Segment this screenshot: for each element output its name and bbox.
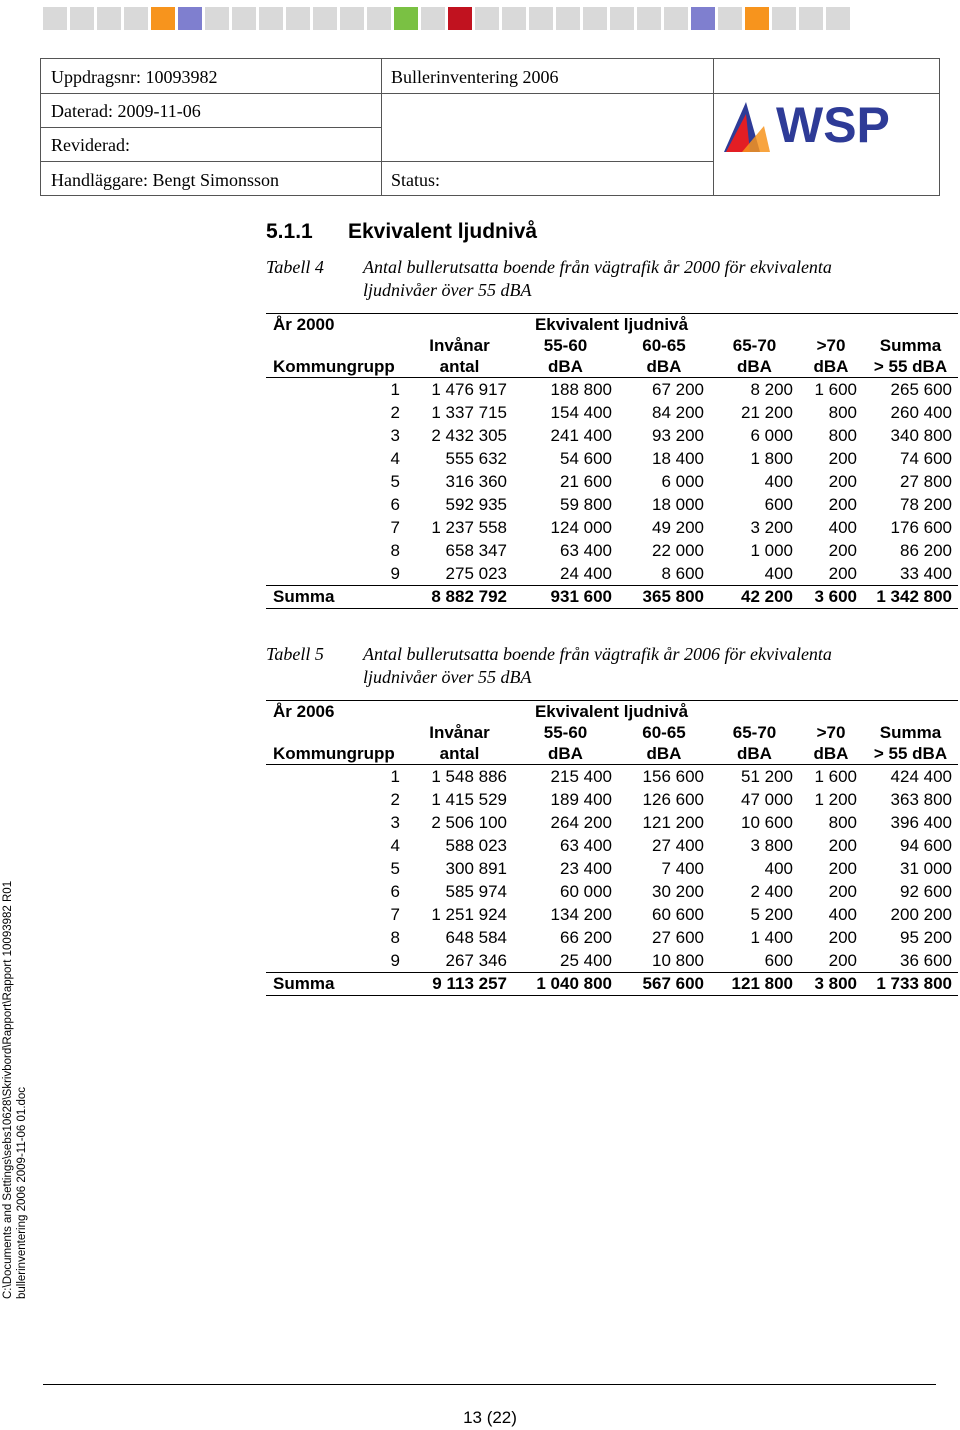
table-cell: 3 bbox=[390, 425, 400, 445]
group-header: Ekvivalent ljudnivå bbox=[513, 314, 710, 336]
table-year: År 2000 bbox=[266, 314, 406, 336]
table-row bbox=[266, 447, 958, 470]
table-cell: 4 bbox=[390, 448, 400, 468]
date-field: Daterad: 2009-11-06 bbox=[51, 101, 201, 121]
table-cell: 1 476 917 bbox=[431, 379, 507, 399]
column-header: dBA bbox=[618, 356, 710, 378]
table-cell: 134 200 bbox=[550, 904, 612, 924]
table-cell: 265 600 bbox=[890, 379, 952, 399]
table-cell: 84 200 bbox=[652, 402, 704, 422]
table-cell: 23 400 bbox=[560, 858, 612, 878]
table-cell: 27 800 bbox=[900, 471, 952, 491]
total-cell: 1 733 800 bbox=[863, 973, 958, 996]
table-cell: 396 400 bbox=[890, 812, 952, 832]
table-cell: 63 400 bbox=[560, 540, 612, 560]
table-cell: 8 bbox=[390, 927, 400, 947]
table-cell: 1 415 529 bbox=[431, 789, 507, 809]
total-cell: 3 800 bbox=[799, 973, 863, 996]
table-cell: 9 bbox=[390, 563, 400, 583]
strip-block bbox=[286, 7, 310, 30]
table-row bbox=[266, 765, 958, 789]
table-cell: 3 200 bbox=[750, 517, 793, 537]
header-cell bbox=[863, 314, 958, 336]
table-cell: 585 974 bbox=[445, 881, 507, 901]
table-cell: 54 600 bbox=[560, 448, 612, 468]
header-cell bbox=[266, 722, 406, 743]
table-cell: 264 200 bbox=[550, 812, 612, 832]
wsp-logo bbox=[720, 96, 910, 156]
table-cell: 22 000 bbox=[652, 540, 704, 560]
table-cell: 60 000 bbox=[560, 881, 612, 901]
color-strip bbox=[43, 7, 850, 30]
table-label: Tabell 5 bbox=[266, 644, 324, 664]
header-cell bbox=[710, 701, 799, 723]
assignment-number: Uppdragsnr: 10093982 bbox=[51, 67, 218, 87]
table-cell: 340 800 bbox=[890, 425, 952, 445]
table-label: Tabell 4 bbox=[266, 257, 324, 277]
column-header: Summa bbox=[879, 722, 942, 742]
table-cell: 300 891 bbox=[445, 858, 507, 878]
table-cell: 800 bbox=[828, 402, 857, 422]
column-header: dBA bbox=[513, 356, 618, 378]
column-header: >70 bbox=[816, 722, 846, 742]
noise-table-2000 bbox=[266, 313, 958, 609]
status-field: Status: bbox=[391, 170, 441, 190]
header-cell bbox=[863, 701, 958, 723]
table-cell: 59 800 bbox=[560, 494, 612, 514]
header-cell bbox=[799, 701, 863, 723]
table-cell: 1 200 bbox=[814, 789, 857, 809]
column-header: antal bbox=[406, 356, 513, 378]
table-cell: 1 bbox=[390, 379, 400, 399]
total-cell: 3 600 bbox=[799, 586, 863, 609]
table-cell: 1 600 bbox=[814, 766, 857, 786]
column-header: dBA bbox=[799, 356, 863, 378]
table-cell: 241 400 bbox=[550, 425, 612, 445]
table-cell: 47 000 bbox=[741, 789, 793, 809]
file-path-line: bullerinventering 2006 2009-11-06 01.doc bbox=[16, 1086, 28, 1299]
table-row bbox=[266, 424, 958, 447]
table-cell: 6 bbox=[390, 494, 400, 514]
total-cell: 9 113 257 bbox=[406, 973, 513, 996]
table-cell: 189 400 bbox=[550, 789, 612, 809]
table-cell: 21 600 bbox=[560, 471, 612, 491]
table-cell: 1 600 bbox=[814, 379, 857, 399]
table-row bbox=[266, 811, 958, 834]
table-cell: 5 bbox=[390, 858, 400, 878]
strip-block bbox=[583, 7, 607, 30]
total-cell: Summa bbox=[266, 586, 406, 609]
total-cell: Summa bbox=[266, 973, 406, 996]
table-cell: 7 bbox=[390, 904, 400, 924]
strip-block bbox=[637, 7, 661, 30]
table-cell: 1 000 bbox=[750, 540, 793, 560]
page-number: 13 (22) bbox=[463, 1408, 517, 1427]
column-header: dBA bbox=[618, 743, 710, 765]
table-cell: 8 200 bbox=[750, 379, 793, 399]
strip-block bbox=[610, 7, 634, 30]
table-cell: 200 bbox=[828, 858, 857, 878]
table-row bbox=[266, 926, 958, 949]
column-header: dBA bbox=[710, 743, 799, 765]
strip-block bbox=[799, 7, 823, 30]
logo-wordmark: WSP bbox=[776, 97, 890, 153]
table-row bbox=[266, 949, 958, 973]
table-cell: 3 800 bbox=[750, 835, 793, 855]
total-cell: 567 600 bbox=[618, 973, 710, 996]
table-cell: 156 600 bbox=[642, 766, 704, 786]
table-cell: 49 200 bbox=[652, 517, 704, 537]
table-cell: 200 bbox=[828, 881, 857, 901]
table-row bbox=[266, 493, 958, 516]
table-year: År 2006 bbox=[266, 701, 406, 723]
strip-block bbox=[232, 7, 256, 30]
table-cell: 10 800 bbox=[652, 950, 704, 970]
table-cell: 588 023 bbox=[445, 835, 507, 855]
table-cell: 3 bbox=[390, 812, 400, 832]
table-cell: 400 bbox=[764, 471, 793, 491]
strip-block bbox=[448, 7, 472, 30]
table-cell: 2 432 305 bbox=[431, 425, 507, 445]
table-cell: 6 bbox=[390, 881, 400, 901]
table-cell: 600 bbox=[764, 494, 793, 514]
column-header: dBA bbox=[710, 356, 799, 378]
table-cell: 275 023 bbox=[445, 563, 507, 583]
column-header: 55-60 bbox=[543, 722, 588, 742]
column-header: Summa bbox=[879, 335, 942, 355]
table-cell: 592 935 bbox=[445, 494, 507, 514]
table-cell: 400 bbox=[764, 858, 793, 878]
column-header: dBA bbox=[513, 743, 618, 765]
table-cell: 5 200 bbox=[750, 904, 793, 924]
column-header: Kommungrupp bbox=[266, 743, 406, 765]
column-header: >70 bbox=[816, 335, 846, 355]
strip-block bbox=[340, 7, 364, 30]
report-title: Bullerinventering 2006 bbox=[391, 67, 559, 87]
table-cell: 25 400 bbox=[560, 950, 612, 970]
strip-block bbox=[151, 7, 175, 30]
table-cell: 27 600 bbox=[652, 927, 704, 947]
column-header: dBA bbox=[799, 743, 863, 765]
strip-block bbox=[97, 7, 121, 30]
strip-block bbox=[475, 7, 499, 30]
table-cell: 24 400 bbox=[560, 563, 612, 583]
table-cell: 1 400 bbox=[750, 927, 793, 947]
strip-block bbox=[826, 7, 850, 30]
table-cell: 121 200 bbox=[642, 812, 704, 832]
header-cell bbox=[799, 314, 863, 336]
table-cell: 92 600 bbox=[900, 881, 952, 901]
table-cell: 316 360 bbox=[445, 471, 507, 491]
table-cell: 9 bbox=[390, 950, 400, 970]
total-cell: 1 040 800 bbox=[513, 973, 618, 996]
total-cell: 121 800 bbox=[710, 973, 799, 996]
table-cell: 18 000 bbox=[652, 494, 704, 514]
table-row bbox=[266, 539, 958, 562]
strip-block bbox=[421, 7, 445, 30]
table-cell: 1 800 bbox=[750, 448, 793, 468]
table-cell: 18 400 bbox=[652, 448, 704, 468]
total-cell: 42 200 bbox=[710, 586, 799, 609]
table-cell: 1 bbox=[390, 766, 400, 786]
handler-field: Handläggare: Bengt Simonsson bbox=[51, 170, 279, 190]
column-header: 65-70 bbox=[732, 335, 777, 355]
table-cell: 21 200 bbox=[741, 402, 793, 422]
table-cell: 95 200 bbox=[900, 927, 952, 947]
table-cell: 176 600 bbox=[890, 517, 952, 537]
table-cell: 363 800 bbox=[890, 789, 952, 809]
table-cell: 2 506 100 bbox=[431, 812, 507, 832]
strip-block bbox=[664, 7, 688, 30]
table-cell: 400 bbox=[764, 563, 793, 583]
table-row bbox=[266, 401, 958, 424]
column-header: Kommungrupp bbox=[266, 356, 406, 378]
strip-block bbox=[502, 7, 526, 30]
header-cell bbox=[710, 314, 799, 336]
table-row bbox=[266, 903, 958, 926]
wsp-logo-icon bbox=[720, 96, 910, 156]
table-caption-text: Antal bullerutsatta boende från vägtrafik år 2006 för ekvivalenta ljudnivåer över 55 dBA bbox=[363, 644, 832, 687]
table-cell: 1 237 558 bbox=[431, 517, 507, 537]
strip-block bbox=[691, 7, 715, 30]
table-cell: 1 337 715 bbox=[431, 402, 507, 422]
table-row bbox=[266, 834, 958, 857]
table-cell: 200 bbox=[828, 563, 857, 583]
table-cell: 2 400 bbox=[750, 881, 793, 901]
noise-table-2006 bbox=[266, 700, 958, 996]
header-cell bbox=[266, 335, 406, 356]
header-cell bbox=[406, 314, 513, 336]
strip-block bbox=[529, 7, 553, 30]
table-cell: 555 632 bbox=[445, 448, 507, 468]
table-row bbox=[266, 880, 958, 903]
table-cell: 800 bbox=[828, 425, 857, 445]
table-cell: 51 200 bbox=[741, 766, 793, 786]
table-cell: 8 bbox=[390, 540, 400, 560]
table-cell: 658 347 bbox=[445, 540, 507, 560]
table-cell: 6 000 bbox=[661, 471, 704, 491]
table-row bbox=[266, 562, 958, 586]
table-cell: 33 400 bbox=[900, 563, 952, 583]
table-cell: 124 000 bbox=[550, 517, 612, 537]
group-header: Ekvivalent ljudnivå bbox=[513, 701, 710, 723]
table-cell: 94 600 bbox=[900, 835, 952, 855]
table-cell: 200 bbox=[828, 950, 857, 970]
table-cell: 60 600 bbox=[652, 904, 704, 924]
table-cell: 800 bbox=[828, 812, 857, 832]
table-caption-text: Antal bullerutsatta boende från vägtrafik år 2000 för ekvivalenta ljudnivåer över 55 dBA bbox=[363, 257, 832, 300]
table-cell: 66 200 bbox=[560, 927, 612, 947]
table-cell: 600 bbox=[764, 950, 793, 970]
table-row bbox=[266, 857, 958, 880]
strip-block bbox=[745, 7, 769, 30]
table-cell: 215 400 bbox=[550, 766, 612, 786]
column-header: > 55 dBA bbox=[863, 743, 958, 765]
table-cell: 400 bbox=[828, 517, 857, 537]
total-cell: 1 342 800 bbox=[863, 586, 958, 609]
table-cell: 424 400 bbox=[890, 766, 952, 786]
table-cell: 7 bbox=[390, 517, 400, 537]
table-cell: 67 200 bbox=[652, 379, 704, 399]
table-cell: 200 bbox=[828, 835, 857, 855]
column-header: > 55 dBA bbox=[863, 356, 958, 378]
table-row bbox=[266, 516, 958, 539]
table-cell: 1 251 924 bbox=[431, 904, 507, 924]
total-row bbox=[266, 586, 958, 609]
strip-block bbox=[43, 7, 67, 30]
strip-block bbox=[205, 7, 229, 30]
table-cell: 4 bbox=[390, 835, 400, 855]
table-cell: 86 200 bbox=[900, 540, 952, 560]
table-row bbox=[266, 470, 958, 493]
table-cell: 267 346 bbox=[445, 950, 507, 970]
table-cell: 200 200 bbox=[890, 904, 952, 924]
table-cell: 74 600 bbox=[900, 448, 952, 468]
column-header: antal bbox=[406, 743, 513, 765]
revised-field: Reviderad: bbox=[51, 135, 130, 155]
strip-block bbox=[772, 7, 796, 30]
column-header: 55-60 bbox=[543, 335, 588, 355]
table-cell: 27 400 bbox=[652, 835, 704, 855]
table-cell: 6 000 bbox=[750, 425, 793, 445]
table-cell: 200 bbox=[828, 471, 857, 491]
strip-block bbox=[394, 7, 418, 30]
table-row bbox=[266, 378, 958, 402]
table-cell: 260 400 bbox=[890, 402, 952, 422]
table-cell: 400 bbox=[828, 904, 857, 924]
section-title: Ekvivalent ljudnivå bbox=[348, 220, 538, 243]
table-cell: 154 400 bbox=[550, 402, 612, 422]
table-cell: 30 200 bbox=[652, 881, 704, 901]
section-number: 5.1.1 bbox=[266, 220, 313, 243]
table-cell: 8 600 bbox=[661, 563, 704, 583]
strip-block bbox=[313, 7, 337, 30]
table-cell: 648 584 bbox=[445, 927, 507, 947]
table-cell: 200 bbox=[828, 540, 857, 560]
column-header: Invånar bbox=[429, 722, 490, 742]
file-path-line: C:\Documents and Settings\sebs10628\Skrivbord\Rapport\Rapport 10093982 R01 bbox=[2, 880, 14, 1299]
column-header: 65-70 bbox=[732, 722, 777, 742]
table-cell: 5 bbox=[390, 471, 400, 491]
strip-block bbox=[178, 7, 202, 30]
table-row bbox=[266, 788, 958, 811]
table-cell: 31 000 bbox=[900, 858, 952, 878]
table-cell: 126 600 bbox=[642, 789, 704, 809]
table-cell: 63 400 bbox=[560, 835, 612, 855]
total-cell: 8 882 792 bbox=[406, 586, 513, 609]
table-cell: 93 200 bbox=[652, 425, 704, 445]
strip-block bbox=[124, 7, 148, 30]
total-cell: 365 800 bbox=[618, 586, 710, 609]
table-cell: 2 bbox=[390, 789, 400, 809]
strip-block bbox=[367, 7, 391, 30]
total-cell: 931 600 bbox=[513, 586, 618, 609]
column-header: 60-65 bbox=[642, 722, 686, 742]
table-cell: 200 bbox=[828, 927, 857, 947]
strip-block bbox=[70, 7, 94, 30]
file-path bbox=[1, 880, 29, 1299]
table-cell: 7 400 bbox=[661, 858, 704, 878]
column-header: Invånar bbox=[429, 335, 490, 355]
header-cell bbox=[406, 701, 513, 723]
table-cell: 78 200 bbox=[900, 494, 952, 514]
strip-block bbox=[259, 7, 283, 30]
table-cell: 188 800 bbox=[550, 379, 612, 399]
column-header: 60-65 bbox=[642, 335, 686, 355]
strip-block bbox=[718, 7, 742, 30]
strip-block bbox=[556, 7, 580, 30]
table-cell: 10 600 bbox=[741, 812, 793, 832]
table-cell: 1 548 886 bbox=[431, 766, 507, 786]
total-row bbox=[266, 973, 958, 996]
section-heading bbox=[266, 220, 537, 244]
table-cell: 36 600 bbox=[900, 950, 952, 970]
table-cell: 2 bbox=[390, 402, 400, 422]
table-cell: 200 bbox=[828, 448, 857, 468]
footer-divider bbox=[43, 1384, 936, 1385]
table-cell: 200 bbox=[828, 494, 857, 514]
